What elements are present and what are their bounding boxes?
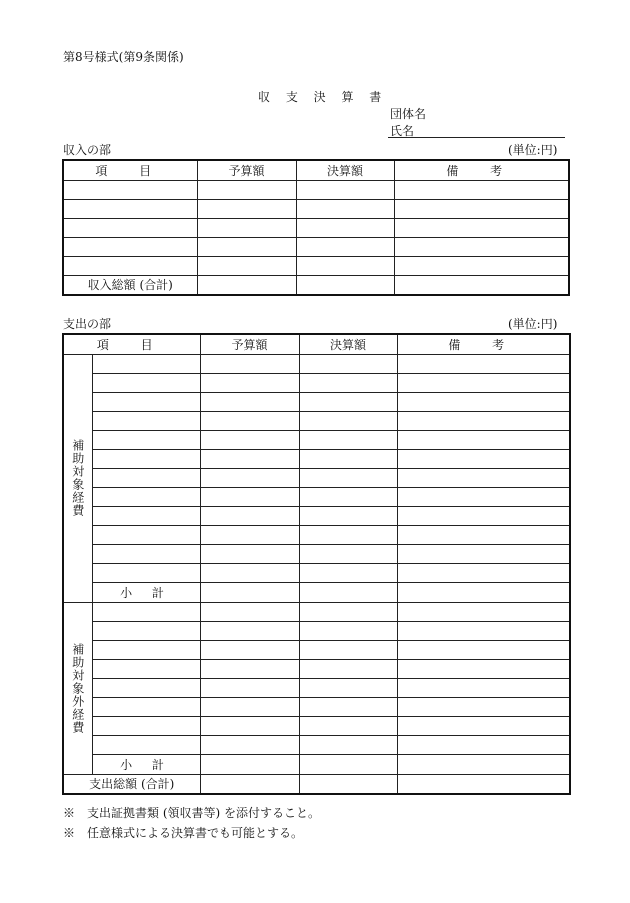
table-cell[interactable] [92, 392, 200, 411]
name-underline [388, 137, 565, 138]
income-header-remarks: 備 考 [394, 160, 569, 180]
table-cell[interactable] [397, 430, 570, 449]
table-cell[interactable] [200, 373, 299, 392]
table-cell[interactable] [397, 506, 570, 525]
table-cell[interactable] [92, 525, 200, 544]
table-cell[interactable] [92, 678, 200, 697]
table-cell[interactable] [200, 411, 299, 430]
expense-header-remarks: 備 考 [397, 334, 570, 354]
table-cell[interactable] [92, 468, 200, 487]
expense-header-settlement: 決算額 [299, 334, 397, 354]
table-cell[interactable] [92, 697, 200, 716]
org-label: 団体名 [390, 107, 427, 121]
table-cell[interactable] [299, 544, 397, 563]
table-cell[interactable] [197, 218, 296, 237]
subtotal-label-subsidized: 小 計 [92, 582, 200, 602]
table-cell[interactable] [299, 373, 397, 392]
table-cell[interactable] [397, 354, 570, 373]
table-cell[interactable] [397, 373, 570, 392]
table-cell[interactable] [63, 180, 197, 199]
table-cell[interactable] [92, 354, 200, 373]
table-cell[interactable] [197, 237, 296, 256]
table-cell[interactable] [299, 354, 397, 373]
note-receipts: ※ 支出証拠書類 (領収書等) を添付すること。 [63, 806, 320, 820]
table-cell[interactable] [92, 563, 200, 582]
table-cell[interactable] [299, 430, 397, 449]
table-cell[interactable] [397, 563, 570, 582]
table-cell[interactable] [92, 659, 200, 678]
table-cell[interactable] [299, 659, 397, 678]
table-cell[interactable] [200, 774, 299, 794]
table-cell[interactable] [200, 678, 299, 697]
table-cell[interactable] [397, 411, 570, 430]
table-cell[interactable] [397, 754, 570, 774]
table-cell[interactable] [200, 354, 299, 373]
table-cell[interactable] [299, 716, 397, 735]
table-cell[interactable] [397, 392, 570, 411]
table-cell[interactable] [397, 774, 570, 794]
table-cell[interactable] [200, 506, 299, 525]
table-cell[interactable] [92, 373, 200, 392]
table-cell[interactable] [92, 430, 200, 449]
table-cell[interactable] [397, 468, 570, 487]
table-cell[interactable] [197, 275, 296, 295]
note-free-format: ※ 任意様式による決算書でも可能とする。 [63, 826, 304, 840]
name-label: 氏名 [390, 124, 415, 138]
income-total-label: 収入総額 (合計) [63, 275, 197, 295]
table-cell[interactable] [397, 582, 570, 602]
table-cell[interactable] [200, 525, 299, 544]
expense-unit: (単位:円) [508, 317, 558, 331]
table-cell[interactable] [200, 430, 299, 449]
expense-section-title: 支出の部 [63, 317, 112, 331]
table-cell[interactable] [92, 640, 200, 659]
income-table [62, 159, 570, 296]
table-cell[interactable] [397, 621, 570, 640]
table-cell[interactable] [92, 716, 200, 735]
table-cell[interactable] [92, 602, 200, 621]
table-cell[interactable] [299, 487, 397, 506]
page-title: 収 支 決 算 書 [258, 90, 388, 104]
table-cell[interactable] [397, 678, 570, 697]
table-cell[interactable] [394, 256, 569, 275]
table-cell[interactable] [397, 697, 570, 716]
table-cell[interactable] [299, 392, 397, 411]
table-cell[interactable] [92, 544, 200, 563]
table-cell[interactable] [397, 525, 570, 544]
table-cell[interactable] [394, 199, 569, 218]
expense-table [62, 333, 571, 795]
table-cell[interactable] [299, 640, 397, 659]
table-cell[interactable] [200, 582, 299, 602]
income-header-budget: 予算額 [197, 160, 296, 180]
table-cell[interactable] [92, 449, 200, 468]
table-cell[interactable] [397, 640, 570, 659]
table-cell[interactable] [92, 735, 200, 754]
table-cell[interactable] [296, 256, 394, 275]
table-cell[interactable] [92, 411, 200, 430]
expense-total-label: 支出総額 (合計) [63, 774, 200, 794]
table-cell[interactable] [299, 468, 397, 487]
table-cell[interactable] [299, 678, 397, 697]
table-cell[interactable] [299, 449, 397, 468]
table-cell[interactable] [299, 506, 397, 525]
table-cell[interactable] [299, 411, 397, 430]
table-cell[interactable] [92, 506, 200, 525]
income-header-item: 項 目 [63, 160, 197, 180]
table-cell[interactable] [299, 621, 397, 640]
table-cell[interactable] [200, 659, 299, 678]
table-cell[interactable] [397, 449, 570, 468]
table-cell[interactable] [397, 716, 570, 735]
table-cell[interactable] [296, 218, 394, 237]
expense-header-budget: 予算額 [200, 334, 299, 354]
table-cell[interactable] [394, 218, 569, 237]
table-cell[interactable] [200, 468, 299, 487]
subtotal-label-non-subsidized: 小 計 [92, 754, 200, 774]
table-cell[interactable] [63, 199, 197, 218]
table-cell[interactable] [394, 237, 569, 256]
group-label-subsidized [63, 354, 92, 602]
form-number: 第8号様式(第9条関係) [63, 50, 184, 64]
table-cell[interactable] [299, 602, 397, 621]
table-cell[interactable] [296, 237, 394, 256]
table-cell[interactable] [397, 544, 570, 563]
table-cell[interactable] [200, 754, 299, 774]
table-cell[interactable] [299, 582, 397, 602]
table-cell[interactable] [200, 602, 299, 621]
group-label-subsidized-text: 補助対象経費 [70, 439, 85, 517]
table-cell[interactable] [299, 735, 397, 754]
table-cell[interactable] [197, 256, 296, 275]
group-label-non-subsidized [63, 602, 92, 774]
table-cell[interactable] [200, 735, 299, 754]
table-cell[interactable] [299, 697, 397, 716]
table-cell[interactable] [92, 621, 200, 640]
table-cell[interactable] [299, 563, 397, 582]
table-cell[interactable] [63, 256, 197, 275]
table-cell[interactable] [63, 218, 197, 237]
table-cell[interactable] [394, 275, 569, 295]
table-cell[interactable] [200, 640, 299, 659]
table-cell[interactable] [200, 544, 299, 563]
table-cell[interactable] [197, 180, 296, 199]
table-cell[interactable] [63, 237, 197, 256]
table-cell[interactable] [200, 621, 299, 640]
table-cell[interactable] [296, 180, 394, 199]
table-cell[interactable] [200, 392, 299, 411]
table-cell[interactable] [296, 199, 394, 218]
table-cell[interactable] [200, 716, 299, 735]
table-cell[interactable] [200, 487, 299, 506]
table-cell[interactable] [397, 602, 570, 621]
expense-header-item: 項 目 [63, 334, 200, 354]
table-cell[interactable] [200, 563, 299, 582]
table-cell[interactable] [200, 449, 299, 468]
table-cell[interactable] [92, 487, 200, 506]
table-cell[interactable] [299, 525, 397, 544]
group-label-non-subsidized-text: 補助対象外経費 [70, 642, 85, 734]
table-cell[interactable] [299, 774, 397, 794]
table-cell[interactable] [296, 275, 394, 295]
table-cell[interactable] [200, 697, 299, 716]
table-cell[interactable] [397, 487, 570, 506]
table-cell[interactable] [397, 735, 570, 754]
income-header-settlement: 決算額 [296, 160, 394, 180]
table-cell[interactable] [299, 754, 397, 774]
income-section-title: 収入の部 [63, 143, 112, 157]
table-cell[interactable] [397, 659, 570, 678]
table-cell[interactable] [197, 199, 296, 218]
income-unit: (単位:円) [508, 143, 558, 157]
table-cell[interactable] [394, 180, 569, 199]
